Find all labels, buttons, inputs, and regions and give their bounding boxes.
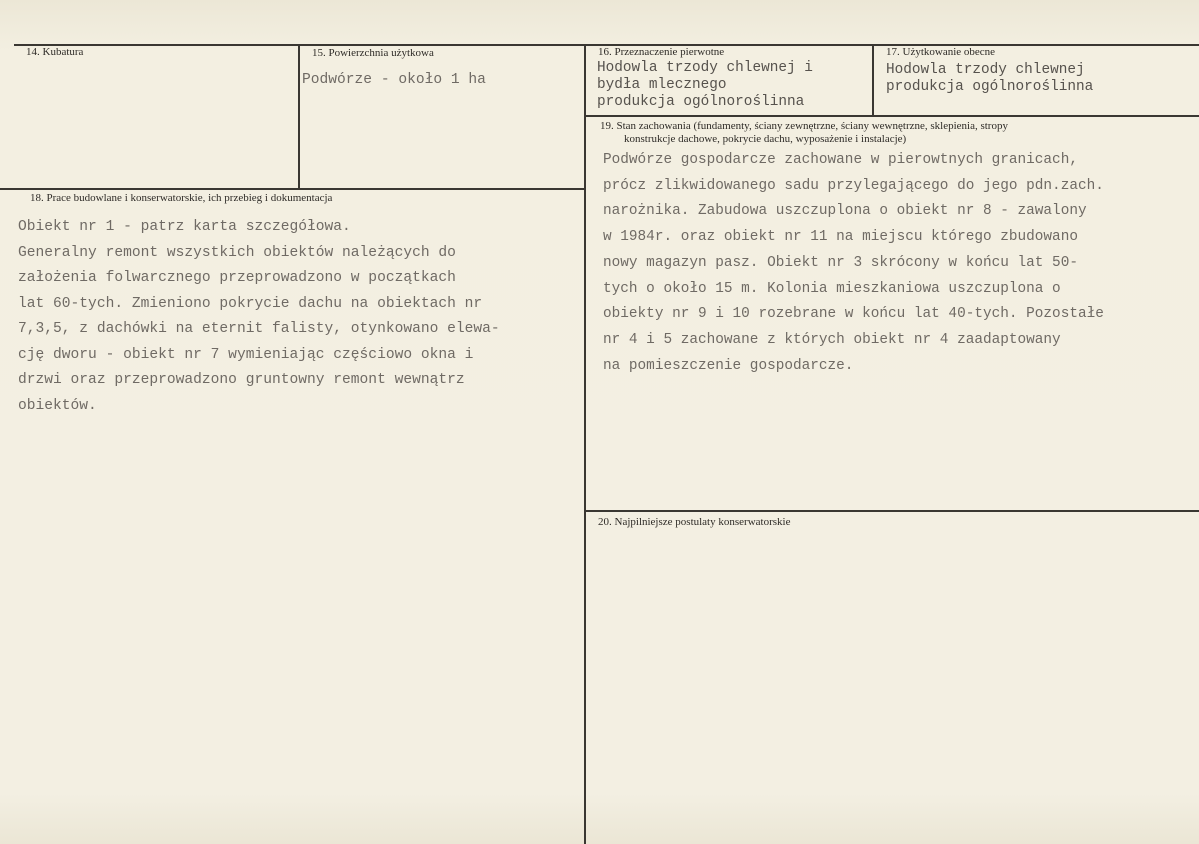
field-18-line-4: lat 60-tych. Zmieniono pokrycie dachu na obiektach nr — [18, 295, 483, 312]
field-19-label-line-1: 19. Stan zachowania (fundamenty, ściany zewnętrzne, ściany wewnętrzne, sklepienia, stropy — [600, 120, 1008, 132]
field-18-line-3: założenia folwarcznego przeprowadzono w początkach — [18, 270, 456, 286]
field-19-line-6: tych o około 15 m. Kolonia mieszkaniowa uszczuplona o — [603, 280, 1061, 297]
field-18-line-7: drzwi oraz przeprowadzono gruntowny remont wewnątrz — [18, 372, 465, 388]
field-19-line-8: nr 4 i 5 zachowane z których obiekt nr 4 zaadaptowany — [603, 331, 1061, 348]
field-19-line-4: w 1984r. oraz obiekt nr 11 na miejscu którego zbudowano — [603, 229, 1078, 246]
divider-main-vertical — [584, 44, 586, 844]
field-19-line-1: Podwórze gospodarcze zachowane w pierowtnych granicach, — [603, 152, 1078, 168]
field-16-label: 16. Przeznaczenie pierwotne — [598, 46, 725, 58]
field-19-line-7: obiekty nr 9 i 10 rozebrane w końcu lat 40-tych. Pozostałe — [603, 306, 1104, 323]
divider-19-20 — [584, 510, 1199, 512]
field-19-line-3: narożnika. Zabudowa uszczuplona o obiekt nr 8 - zawalony — [603, 203, 1087, 220]
field-18-line-8: obiektów. — [18, 397, 97, 414]
divider-16-19 — [584, 115, 1199, 117]
top-edge-remnant — [440, 0, 1120, 6]
field-17-value — [886, 62, 1093, 96]
field-19-label-line-2: konstrukcje dachowe, pokrycie dachu, wyposażenie i instalacje) — [624, 133, 907, 145]
field-18-value — [18, 215, 500, 419]
field-18-line-6: cję dworu - obiekt nr 7 wymieniając częściowo okna i — [18, 346, 474, 363]
field-17-label: 17. Użytkowanie obecne — [886, 46, 996, 58]
field-14-label: 14. Kubatura — [26, 46, 84, 58]
field-15-value: Podwórze - około 1 ha — [302, 72, 486, 88]
field-19-line-9: na pomieszczenie gospodarcze. — [603, 357, 854, 374]
divider-16-17 — [872, 44, 874, 115]
field-17-line-1: Hodowla trzody chlewnej — [886, 62, 1085, 78]
field-18-line-2: Generalny remont wszystkich obiektów należących do — [18, 244, 456, 261]
field-18-line-5: 7,3,5, z dachówki na eternit falisty, otynkowano elewa- — [18, 321, 500, 337]
field-19-line-2: prócz zlikwidowanego sadu przylegającego do jego pdn.zach. — [603, 177, 1104, 194]
divider-14-15 — [298, 44, 300, 189]
field-16-line-3: produkcja ogólnoroślinna — [597, 94, 805, 110]
divider-15-18 — [0, 188, 586, 190]
field-18-line-1: Obiekt nr 1 - patrz karta szczegółowa. — [18, 219, 351, 235]
field-19-line-5: nowy magazyn pasz. Obiekt nr 3 skrócony w końcu lat 50- — [603, 254, 1078, 271]
field-17-line-2: produkcja ogólnoroślinna — [886, 79, 1094, 95]
field-16-line-1: Hodowla trzody chlewnej i — [597, 60, 813, 76]
field-19-value — [603, 148, 1104, 379]
field-16-line-2: bydła mlecznego — [597, 77, 727, 93]
field-15-label: 15. Powierzchnia użytkowa — [312, 47, 434, 59]
field-20-label: 20. Najpilniejsze postulaty konserwatorskie — [598, 516, 791, 528]
field-16-value — [597, 60, 813, 111]
field-18-label: 18. Prace budowlane i konserwatorskie, ich przebieg i dokumentacja — [30, 192, 333, 204]
